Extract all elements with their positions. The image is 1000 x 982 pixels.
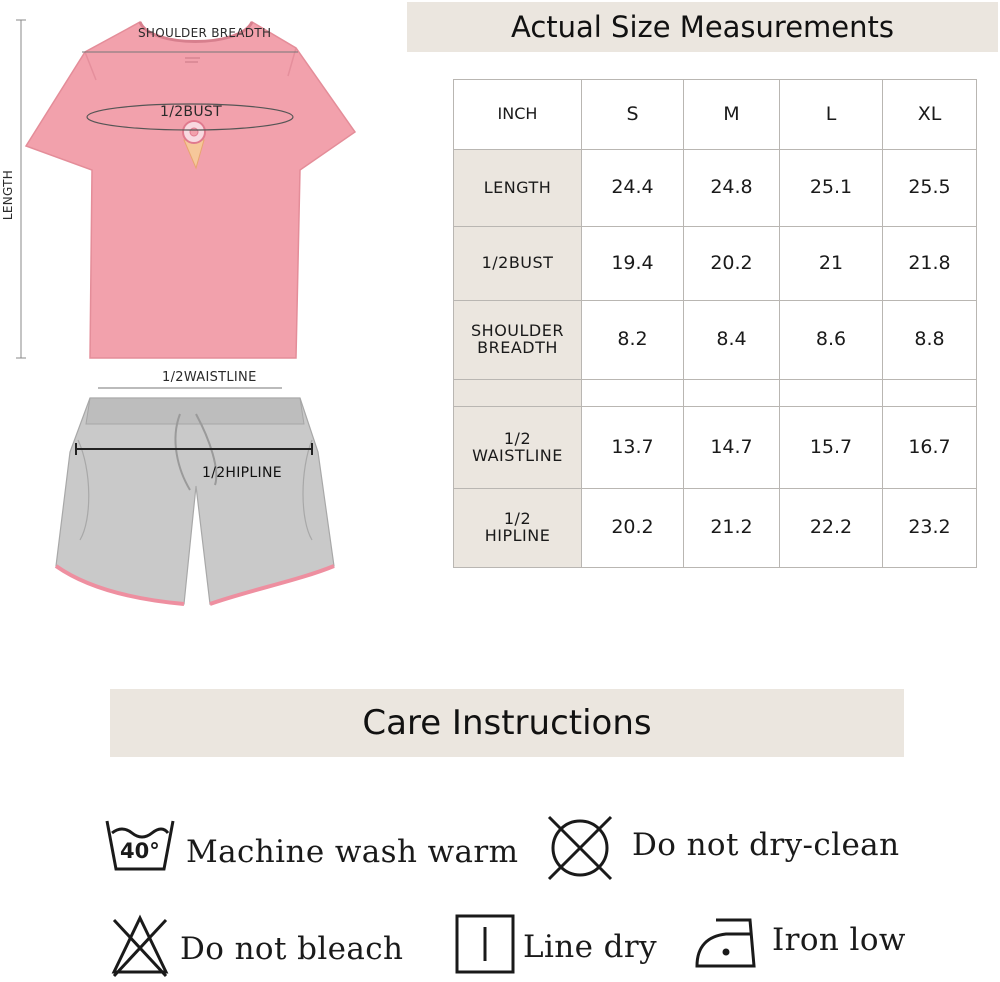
size-header-xl: XL: [883, 80, 977, 150]
care-item-bleach: [110, 912, 403, 978]
table-cell: [780, 380, 883, 407]
care-label-iron: Iron low: [772, 922, 906, 958]
table-spacer-row: [454, 380, 977, 407]
size-header-m: M: [684, 80, 780, 150]
table-cell: 21.2: [684, 489, 780, 568]
size-header-s: S: [582, 80, 684, 150]
row-label-line: WAISTLINE: [472, 445, 563, 465]
table-cell: 24.4: [582, 150, 684, 227]
row-label-bust: 1/2BUST: [454, 227, 582, 301]
table-cell: 13.7: [582, 407, 684, 489]
table-cell: [883, 380, 977, 407]
size-measurements-title: Actual Size Measurements: [407, 2, 998, 52]
table-row: [454, 227, 977, 301]
shorts-image: [56, 398, 334, 604]
row-label-waistline: [454, 407, 582, 489]
shoulder-breadth-label: SHOULDER BREADTH: [138, 26, 272, 40]
tshirt-image: [26, 22, 355, 358]
table-cell: 21: [780, 227, 883, 301]
table-cell: 8.6: [780, 301, 883, 380]
table-cell: 21.8: [883, 227, 977, 301]
size-header-l: L: [780, 80, 883, 150]
care-item-wash: [104, 815, 518, 875]
table-cell: 8.8: [883, 301, 977, 380]
hipline-label: 1/2HIPLINE: [202, 465, 282, 481]
care-label-line-dry: Line dry: [523, 929, 658, 965]
table-cell: 16.7: [883, 407, 977, 489]
table-cell: 22.2: [780, 489, 883, 568]
size-chart-table: [453, 79, 977, 568]
care-item-iron: [694, 914, 906, 972]
table-row: [454, 489, 977, 568]
machine-wash-40-icon: [104, 815, 176, 875]
line-dry-icon: [455, 913, 515, 975]
wash-temperature: 40°: [120, 839, 160, 863]
table-cell: 23.2: [883, 489, 977, 568]
table-row: [454, 301, 977, 380]
row-label-line: HIPLINE: [484, 526, 551, 545]
row-label-line: BREADTH: [477, 338, 558, 357]
table-cell: 25.5: [883, 150, 977, 227]
table-cell: 25.1: [780, 150, 883, 227]
care-item-line-dry: [455, 913, 657, 975]
row-label-line: 1/2: [503, 428, 532, 448]
row-label-hipline: [454, 489, 582, 568]
row-label-shoulder: [454, 301, 582, 380]
garment-illustration: [0, 0, 400, 640]
row-label-empty: [454, 380, 582, 407]
table-cell: 20.2: [582, 489, 684, 568]
care-label-bleach: Do not bleach: [180, 931, 404, 967]
table-cell: 8.4: [684, 301, 780, 380]
bust-label: 1/2BUST: [160, 104, 222, 120]
iron-low-icon: [694, 914, 758, 972]
table-row: [454, 407, 977, 489]
no-dry-clean-icon: [544, 812, 616, 884]
care-label-wash: Machine wash warm: [186, 834, 519, 870]
size-header-row: [454, 80, 977, 150]
table-cell: 15.7: [780, 407, 883, 489]
row-label-line: 1/2: [503, 509, 532, 529]
table-cell: 20.2: [684, 227, 780, 301]
unit-header: INCH: [454, 80, 582, 150]
length-label: LENGTH: [1, 169, 15, 221]
waistline-label: 1/2WAISTLINE: [162, 370, 257, 385]
table-cell: 24.8: [684, 150, 780, 227]
table-cell: 8.2: [582, 301, 684, 380]
table-cell: 14.7: [684, 407, 780, 489]
row-label-line: SHOULDER: [471, 321, 564, 341]
care-item-dry-clean: [544, 812, 899, 884]
care-instructions-title: Care Instructions: [110, 689, 904, 757]
no-bleach-icon: [110, 912, 170, 978]
care-label-dry-clean: Do not dry-clean: [632, 827, 900, 863]
table-row: [454, 150, 977, 227]
row-label-length: LENGTH: [454, 150, 582, 227]
table-cell: [684, 380, 780, 407]
table-cell: [582, 380, 684, 407]
table-cell: 19.4: [582, 227, 684, 301]
